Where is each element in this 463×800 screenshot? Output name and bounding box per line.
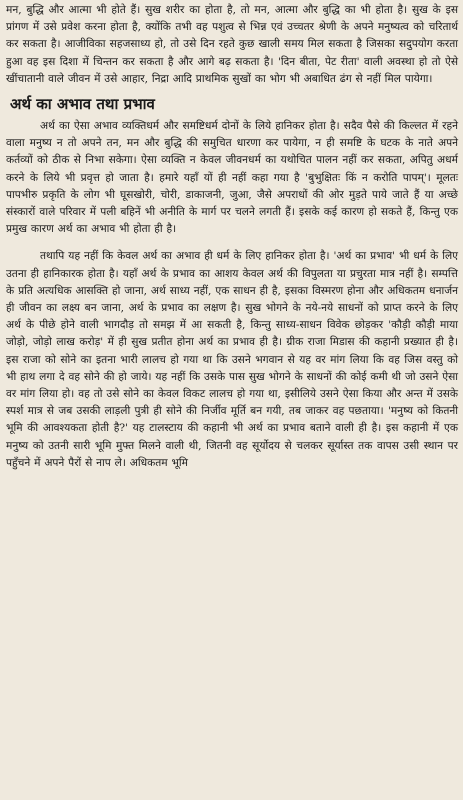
paragraph-gap	[6, 238, 458, 248]
section-heading: अर्थ का अभाव तथा प्रभाव	[10, 95, 155, 114]
body-paragraph-2: तथापि यह नहीं कि केवल अर्थ का अभाव ही धर्म के लिए हानिकर होता है। 'अर्थ का प्रभाव' भी धर्म के लिए उतना ही हानिकारक होता है। यहाँ अर्थ के प्रभाव का आशय केवल अर्थ की विपुलता या प्रचुरता मात्र नहीं है। सम्पत्ति के प्रति अत्यधिक आसक्ति हो जाना, अर्थ साध्य नहीं, एक साधन ही है, इसका विस्मरण होना और अधिकतम धनार्जन ही जीवन का लक्ष्य बन जाना, अर्थ के प्रभाव का लक्षण है। सुख भोगने के नये-नये साधनों को प्राप्त करने के लिए अर्थ के पीछे होने वाली भागदौड़ तो समझ में आ सकती है, किन्तु साध्य-साधन विवेक छोड़कर 'कौड़ी कौड़ी माया जोड़ो, जोड़ो लाख करोड़' में ही सुख प्रतीत होना अर्थ का प्रभाव ही है। ग्रीक राजा मिडास की कहानी प्रख्यात ही है। इस राजा को सोने का इतना भारी लालच हो गया था कि उसने भगवान से यह वर मांग लिया कि वह जिस वस्तु को भी हाथ लगा दे वह सोने की हो जाये। यह नहीं कि उसके पास सुख भोगने के साधनों की कोई कमी थी जो उसने ऐसा वर मांग लिया हो। वह तो उसे सोने का केवल विकट लालच हो गया था, इसीलिये उसने ऐसा किया और अन्त में उसके स्पर्श मात्र से जब उसकी लाड़ली पुत्री ही सोने की निर्जीव मूर्ति बन गयी, तब जाकर वह पछताया। 'मनुष्य को कितनी भूमि की आवश्यकता होती है?' यह टालस्टाय की कहानी भी अर्थ का प्रभाव बताने वाली ही है। इस कहानी में एक मनुष्य को उतनी सारी भूमि मुफ्त मिलने वाली थी, जितनी वह सूर्योदय से चलकर सूर्यास्त तक वापस उसी स्थान पर पहुँचने में अपने पैरों से नाप ले। अधिकतम भूमि	[6, 250, 458, 469]
intro-paragraph: मन, बुद्धि और आत्मा भी होते हैं। सुख शरीर का होता है, तो मन, आत्मा और बुद्धि का भी होता है। सुख के इस प्रांगण में उसे प्रवेश करना होता है, क्योंकि तभी वह पशुत्व से भिन्न एवं उच्चतर श्रेणी के अपने मनुष्यत्व को चरितार्थ कर सकता है। आजीविका सहजसाध्य हो, तो उसे दिन रहते कुछ खाली समय मिल सकता है जिसका सदुपयोग करता हुआ वह इस दिशा में चिन्तन कर सकता है और आगे बढ़ सकता है। 'दिन बीता, पेट रीता' वाली अवस्था हो तो ऐसे खींचातानी वाले जीवन में उसे आहार, निद्रा आदि प्राथमिक सुखों का भोग भी अबाधित ढंग से नहीं मिल पायेगा।	[6, 4, 458, 85]
body-paragraph-1: अर्थ का ऐसा अभाव व्यक्तिधर्म और समष्टिधर्म दोनों के लिये हानिकर होता है। सदैव पैसे की किल्लत में रहने वाला मनुष्य न तो अपने तन, मन और बुद्धि की समुचित धारणा कर पायेगा, न ही समष्टि के घटक के नाते अपने कर्तव्यों को ठीक से निभा सकेगा। ऐसा व्यक्ति न केवल जीवनधर्म का यथोचित पालन नहीं कर सकता, अपितु अधर्म करने के लिये भी प्रवृत्त हो जाता है। हमारे यहाँ यों ही नहीं कहा गया है 'बुभुक्षितः किं न करोति पापम्'। मूलतः पापभीरु प्रकृति के लोग भी घूसखोरी, चोरी, डाकाजनी, जुआ, जैसे अपराधों की ओर मुड़ते पाये जाते हैं या अच्छे संस्कारों वाले परिवार में पली बहिनें भी अनीति के मार्ग पर चलने लगती हैं। इसके कई कारण हो सकते हैं, किन्तु एक प्रमुख कारण अर्थ का अभाव भी होता ही है।	[6, 120, 458, 236]
